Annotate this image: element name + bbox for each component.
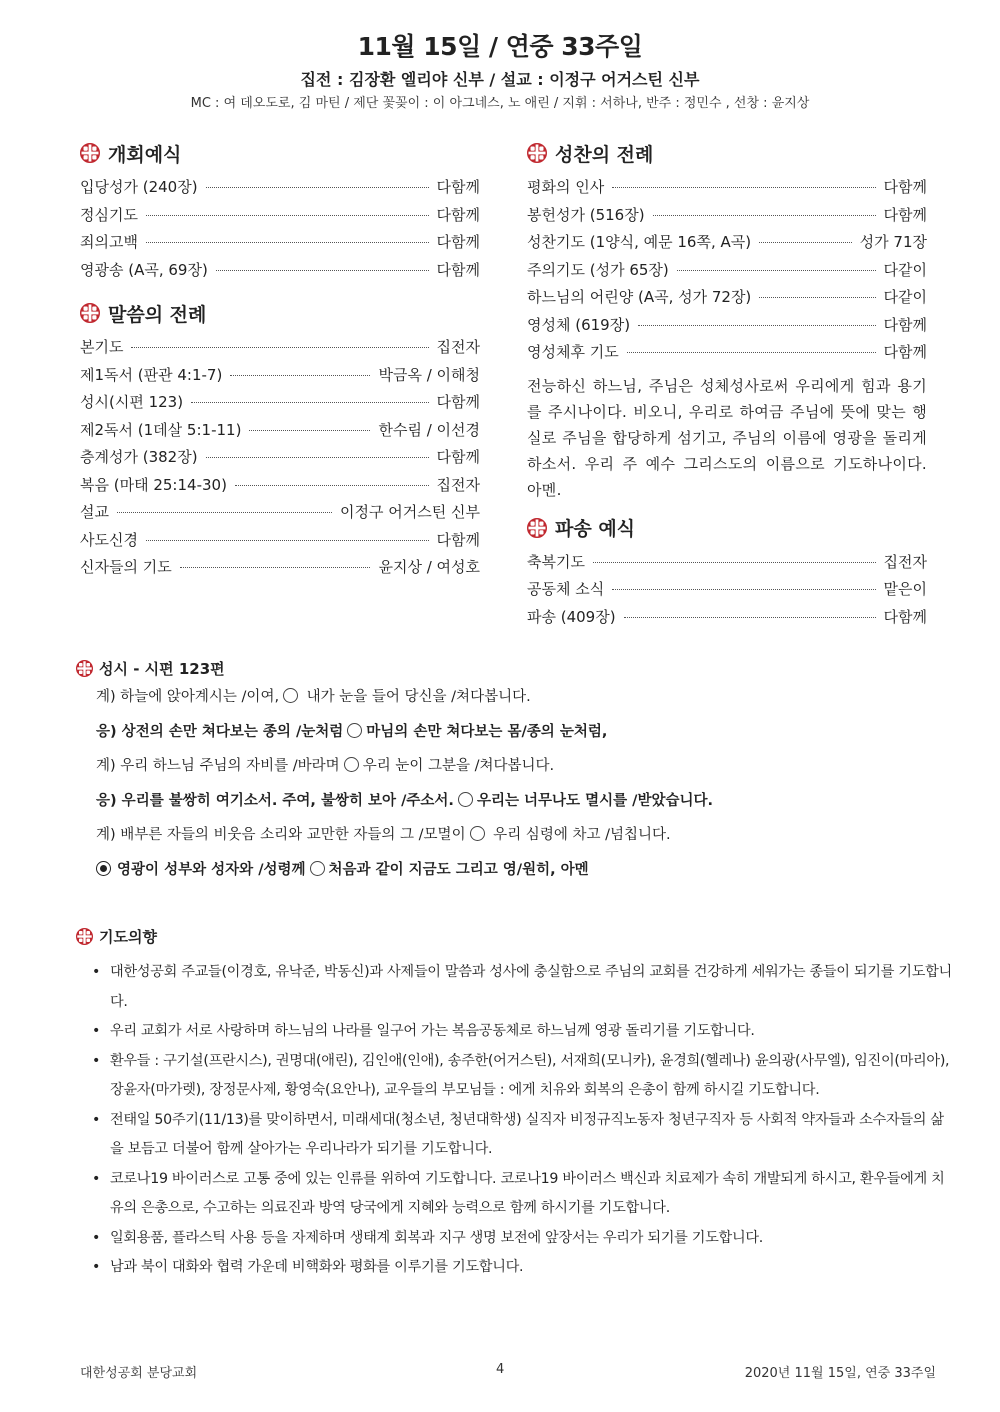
order-row: 성시(시편 123) 다함께 bbox=[80, 393, 480, 411]
crew-line: MC : 여 데오도로, 김 마틴 / 제단 꽃꽂이 : 이 아그네스, 노 애린 / 지휘 : 서하나, 반주 : 정민수 , 선창 : 윤지상 bbox=[190, 96, 810, 111]
order-row: 하느님의 어린양 (A곡, 성가 72장) 다같이 bbox=[527, 288, 927, 306]
order-row: 영성체 (619장) 다함께 bbox=[527, 315, 927, 334]
order-row: 축복기도 집전자 bbox=[527, 552, 927, 571]
order-row: 정심기도 다함께 bbox=[80, 205, 480, 224]
leader-dots bbox=[206, 457, 429, 458]
order-row: 파송 (409장) 다함께 bbox=[527, 607, 927, 626]
leader-dots bbox=[249, 430, 370, 431]
order-row: 입당성가 (240장) 다함께 bbox=[80, 178, 480, 196]
bullseye-icon bbox=[96, 861, 111, 876]
leader-dots bbox=[759, 242, 852, 243]
dismissal-list bbox=[527, 549, 927, 632]
order-row: 신자들의 기도 윤지상 / 여성호 bbox=[80, 558, 480, 576]
order-row: 평화의 인사 다함께 bbox=[527, 178, 927, 196]
leader-dots bbox=[624, 617, 876, 618]
leader-dots bbox=[206, 187, 429, 188]
list-item: • 남과 북이 대화와 협력 가운데 비핵화와 평화를 이루기를 기도합니다. bbox=[76, 1253, 956, 1283]
left-column bbox=[80, 136, 480, 582]
circle-marker-icon bbox=[344, 757, 359, 772]
intentions-section bbox=[76, 924, 956, 1283]
post-communion-prayer: 전능하신 하느님, 주님은 성체성사로써 우리에게 힘과 용기를 주시나이다. 비오니, 우리로 하여금 주님에 뜻에 맞는 행실로 주님을 합당하게 섬기고, 주님의 이름에 영광을 돌리게 하소서. 우리 주 예수 그리스도의 이름으로 기도하나이다. 아멘. bbox=[527, 376, 927, 499]
order-row: 주의기도 (성가 65장) 다같이 bbox=[527, 260, 927, 279]
leader-dots bbox=[759, 297, 875, 298]
leader-dots bbox=[191, 402, 428, 403]
order-row: 공동체 소식 맡은이 bbox=[527, 580, 927, 598]
page-header bbox=[0, 30, 1000, 113]
circle-marker-icon bbox=[470, 826, 485, 841]
intentions-title: 기도의향 bbox=[76, 924, 956, 948]
circle-marker-icon bbox=[347, 723, 362, 738]
cross-icon bbox=[80, 143, 100, 163]
order-row: 설교 이정구 어거스틴 신부 bbox=[80, 503, 480, 521]
order-row: 영성체후 기도 다함께 bbox=[527, 343, 927, 361]
circle-marker-icon bbox=[283, 688, 298, 703]
section-word-title: 말씀의 전례 bbox=[80, 296, 480, 330]
leader-dots bbox=[235, 485, 429, 486]
list-item: • 환우들 : 구기설(프란시스), 권명대(애린), 김인애(인애), 송주한(어거스틴), 서재희(모니카), 윤경희(헬레나) 윤의광(사무엘), 임진이(마리아), 장윤자(마가렛), 장정문사제, 황영숙(요안나), 교우들의 부모님들 : 에게 치유와 회복의 은총이 함께 하시길 기도합니다. bbox=[76, 1047, 956, 1106]
page-title: 11월 15일 / 연중 33주일 bbox=[357, 32, 643, 61]
psalm-section bbox=[76, 656, 936, 887]
leader-dots bbox=[131, 347, 428, 348]
psalm-verse: 응) 상전의 손만 쳐다보는 종의 /눈처럼 마님의 손만 쳐다보는 몸/종의 눈처럼, bbox=[96, 723, 608, 740]
cross-icon bbox=[76, 928, 93, 945]
order-row: 영광송 (A곡, 69장) 다함께 bbox=[80, 260, 480, 279]
leader-dots bbox=[593, 562, 876, 563]
cross-icon bbox=[527, 518, 547, 538]
list-item: • 전태일 50주기(11/13)를 맞이하면서, 미래세대(청소년, 청년대학생) 실직자 비정규직노동자 청년구직자 등 사회적 약자들과 소수자들의 삶을 보듬고 더불어 함께 살아가는 우리나라가 되기를 기도합니다. bbox=[76, 1106, 956, 1165]
order-row: 본기도 집전자 bbox=[80, 338, 480, 356]
psalm-title: 성시 - 시편 123편 bbox=[76, 656, 936, 680]
section-eucharist-title: 성찬의 전례 bbox=[527, 136, 927, 170]
right-column bbox=[527, 136, 927, 631]
list-item: • 우리 교회가 서로 사랑하며 하느님의 나라를 일구어 가는 복음공동체로 하느님께 영광 돌리기를 기도합니다. bbox=[76, 1017, 956, 1047]
opening-list bbox=[80, 174, 480, 284]
order-row: 복음 (마태 25:14-30) 집전자 bbox=[80, 475, 480, 494]
cross-icon bbox=[80, 303, 100, 323]
order-row: 사도신경 다함께 bbox=[80, 530, 480, 549]
section-opening-title: 개회예식 bbox=[80, 136, 480, 170]
leader-dots bbox=[612, 589, 875, 590]
leader-dots bbox=[638, 325, 875, 326]
church-name: 대한성공회 분당교회 bbox=[80, 1366, 198, 1381]
psalm-verse: 응) 우리를 불쌍히 여기소서. 주여, 불쌍히 보아 /주소서. 우리는 너무나도 멸시를 /받았습니다. bbox=[96, 792, 713, 809]
order-row: 제2독서 (1데살 5:1-11) 한수림 / 이선경 bbox=[80, 420, 480, 439]
word-list bbox=[80, 334, 480, 582]
psalm-verse: 계) 배부른 자들의 비웃음 소리와 교만한 자들의 그 /모멸이 우리 심령에 차고 /넘칩니다. bbox=[96, 827, 671, 843]
list-item: • 코로나19 바이러스로 고통 중에 있는 인류를 위하여 기도합니다. 코로나19 바이러스 백신과 치료제가 속히 개발되게 하시고, 환우들에게 치유의 은총으로, 수고하는 의료진과 방역 당국에게 지혜와 능력으로 함께 하시기를 기도합니다. bbox=[76, 1165, 956, 1224]
psalm-verse: 계) 하늘에 앉아계시는 /이여, 내가 눈을 들어 당신을 /쳐다봅니다. bbox=[96, 689, 531, 705]
leader-dots bbox=[146, 215, 429, 216]
eucharist-list bbox=[527, 174, 927, 367]
footer-date: 2020년 11월 15일, 연중 33주일 bbox=[744, 1366, 936, 1381]
leader-dots bbox=[146, 242, 429, 243]
circle-marker-icon bbox=[310, 861, 325, 876]
leader-dots bbox=[653, 215, 876, 216]
order-row: 층계성가 (382장) 다함께 bbox=[80, 448, 480, 466]
order-row: 죄의고백 다함께 bbox=[80, 233, 480, 251]
list-item: • 일회용품, 플라스틱 사용 등을 자제하며 생태계 회복과 지구 생명 보전에 앞장서는 우리가 되기를 기도합니다. bbox=[76, 1224, 956, 1254]
leader-dots bbox=[677, 270, 876, 271]
order-row: 봉헌성가 (516장) 다함께 bbox=[527, 205, 927, 224]
psalm-gloria: 영광이 성부와 성자와 /성령께 처음과 같이 지금도 그리고 영/원히, 아멘 bbox=[76, 853, 936, 888]
leader-dots bbox=[230, 375, 370, 376]
leader-dots bbox=[627, 352, 876, 353]
section-dismissal-title: 파송 예식 bbox=[527, 511, 927, 545]
order-row: 제1독서 (판관 4:1-7) 박금옥 / 이해청 bbox=[80, 365, 480, 384]
officiant-line: 집전 : 김장환 엘리야 신부 / 설교 : 이정구 어거스틴 신부 bbox=[300, 70, 700, 89]
intentions-list bbox=[76, 958, 956, 1283]
cross-icon bbox=[76, 660, 93, 677]
leader-dots bbox=[612, 187, 875, 188]
psalm-verse: 계) 우리 하느님 주님의 자비를 /바라며 우리 눈이 그분을 /쳐다봅니다. bbox=[96, 758, 555, 774]
leader-dots bbox=[146, 540, 429, 541]
leader-dots bbox=[180, 567, 371, 568]
circle-marker-icon bbox=[458, 792, 473, 807]
leader-dots bbox=[216, 270, 429, 271]
order-row: 성찬기도 (1양식, 예문 16쪽, A곡) 성가 71장 bbox=[527, 233, 927, 251]
leader-dots bbox=[117, 512, 332, 513]
list-item: • 대한성공회 주교들(이경호, 유낙준, 박동신)과 사제들이 말씀과 성사에 충실함으로 주님의 교회를 건강하게 세워가는 종들이 되기를 기도합니다. bbox=[76, 958, 956, 1017]
page-number: 4 bbox=[496, 1362, 505, 1377]
cross-icon bbox=[527, 143, 547, 163]
